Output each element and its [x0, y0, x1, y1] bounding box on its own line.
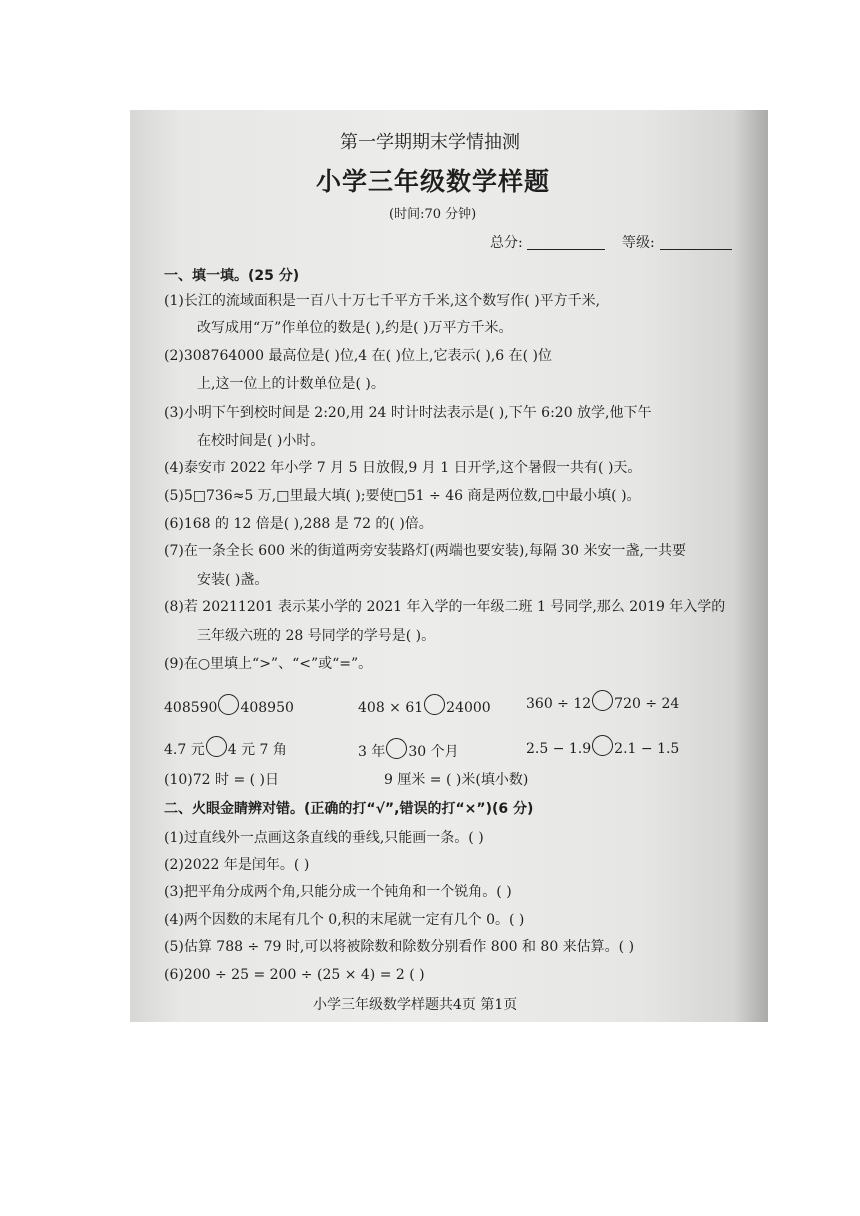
compare-left: 3 年 [358, 744, 386, 760]
question-line: (7)在一条全长 600 米的街道两旁安装路灯(两端也要安装),每隔 30 米安一盏,一共要 [164, 543, 686, 559]
compare-circle[interactable] [424, 694, 445, 715]
question-line: (8)若 20211201 表示某小学的 2021 年入学的一年级二班 1 号同学,那么 2019 年入学的 [164, 599, 726, 615]
question-line: (6)168 的 12 倍是( ),288 是 72 的( )倍。 [164, 516, 433, 532]
page-edge-shadow [734, 110, 768, 1022]
compare-circle[interactable] [386, 738, 407, 759]
compare-item [526, 735, 679, 758]
compare-right: 2.1 − 1.5 [614, 741, 680, 757]
judge-line: (4)两个因数的末尾有几个 0,积的末尾就一定有几个 0。( ) [164, 912, 525, 928]
question-10b: 9 厘米 = ( )米(填小数) [384, 772, 529, 788]
compare-right: 4 元 7 角 [227, 742, 287, 758]
compare-circle[interactable] [592, 735, 613, 756]
compare-right: 24000 [446, 700, 491, 716]
total-score-blank [527, 249, 605, 250]
compare-left: 408 × 61 [358, 700, 424, 716]
question-line: (5)5□736≈5 万,□里最大填( );要使□51 ÷ 46 商是两位数,□中最小填( )。 [164, 488, 641, 504]
compare-circle[interactable] [218, 694, 239, 715]
judge-line: (1)过直线外一点画这条直线的垂线,只能画一条。( ) [164, 830, 484, 846]
total-score-label: 总分: [490, 235, 523, 251]
question-line: 上,这一位上的计数单位是( )。 [197, 376, 385, 392]
judge-line: (2)2022 年是闰年。( ) [164, 857, 310, 873]
question-line: (1)长江的流域面积是一百八十万七千平方千米,这个数写作( )平方千米, [164, 293, 601, 309]
compare-left: 2.5 − 1.9 [526, 741, 592, 757]
exam-subtitle: 第一学期期末学情抽测 [340, 132, 520, 153]
compare-right: 408950 [240, 700, 294, 716]
compare-item [358, 738, 459, 761]
exam-title: 小学三年级数学样题 [316, 167, 551, 196]
grade-label: 等级: [622, 235, 655, 251]
judge-line: (3)把平角分成两个角,只能分成一个钝角和一个锐角。( ) [164, 884, 512, 900]
compare-left: 4.7 元 [164, 742, 205, 758]
compare-item [358, 694, 491, 717]
judge-line: (6)200 ÷ 25 = 200 ÷ (25 × 4) = 2 ( ) [164, 967, 425, 983]
compare-item [526, 690, 679, 713]
compare-left: 360 ÷ 12 [526, 696, 592, 712]
compare-circle[interactable] [592, 690, 613, 711]
exam-paper-photo [130, 110, 768, 1022]
question-line: 在校时间是( )小时。 [197, 433, 325, 449]
judge-line: (5)估算 788 ÷ 79 时,可以将被除数和除数分别看作 800 和 80 来估算。( ) [164, 939, 635, 955]
compare-left: 408590 [164, 700, 218, 716]
question-line: 改写成用“万”作单位的数是( ),约是( )万平方千米。 [197, 320, 513, 336]
question-line: (2)308764000 最高位是( )位,4 在( )位上,它表示( ),6 在( )位 [164, 348, 553, 364]
exam-time: (时间:70 分钟) [389, 207, 477, 222]
page-footer: 小学三年级数学样题共4页 第1页 [313, 997, 518, 1013]
compare-circle[interactable] [206, 736, 227, 757]
question-10a: (10)72 时 = ( )日 [164, 772, 280, 788]
question-line: (3)小明下午到校时间是 2:20,用 24 时计时法表示是( ),下午 6:20 放学,他下午 [164, 405, 652, 421]
section-1-heading: 一、填一填。(25 分) [164, 268, 300, 284]
question-line: 安装( )盏。 [197, 572, 269, 588]
question-line: (9)在○里填上“>”、“<”或“=”。 [164, 656, 373, 672]
compare-item [164, 694, 294, 717]
compare-item [164, 736, 287, 759]
question-line: 三年级六班的 28 号同学的学号是( )。 [197, 628, 436, 644]
question-line: (4)泰安市 2022 年小学 7 月 5 日放假,9 月 1 日开学,这个暑假一共有( )天。 [164, 460, 642, 476]
section-2-heading: 二、火眼金睛辨对错。(正确的打“√”,错误的打“×”)(6 分) [164, 801, 534, 817]
grade-blank [660, 249, 732, 250]
compare-right: 30 个月 [408, 744, 459, 760]
compare-right: 720 ÷ 24 [614, 696, 680, 712]
